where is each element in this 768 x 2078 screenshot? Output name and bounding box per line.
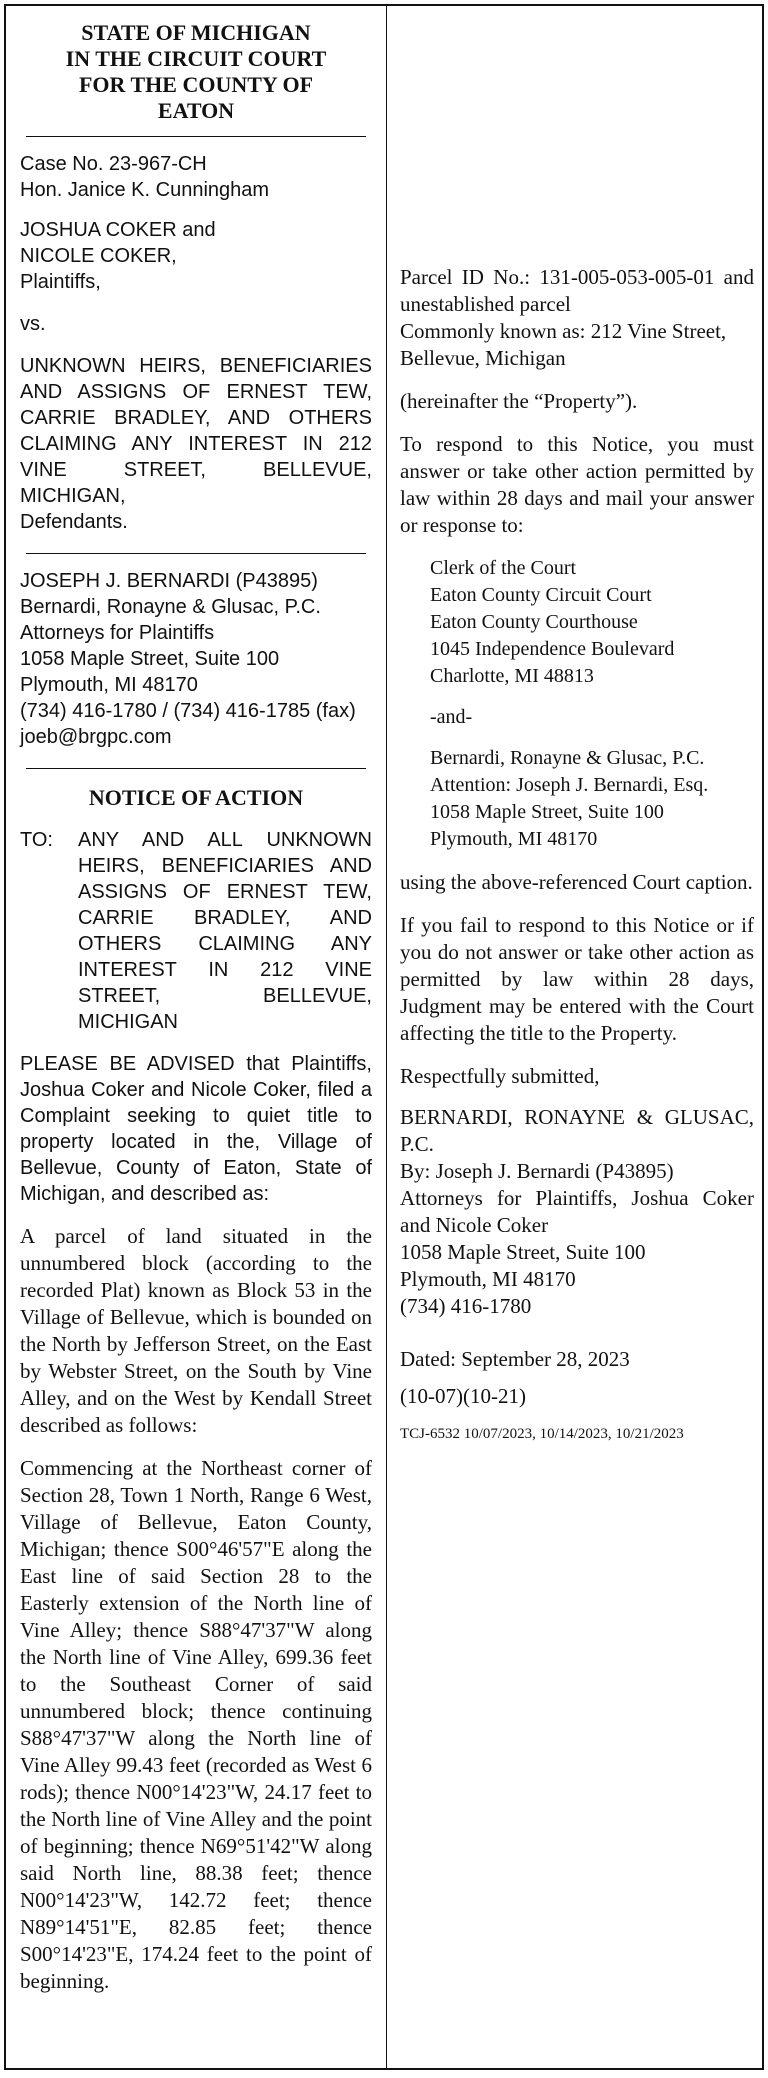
firm-address: Bernardi, Ronayne & Glusac, P.C. Attention: Joseph J. Bernardi, Esq. 1058 Maple Street, Suite 100 Plymouth, MI 48170 [430, 747, 709, 850]
parcel-id: Parcel ID No.: 131-005-053-005-01 and unestablished parcel [400, 265, 754, 316]
attorney-role: Attorneys for Plaintiffs [20, 622, 215, 644]
clerk-address: Clerk of the Court Eaton County Circuit Court Eaton County Courthouse 1045 Independence Boulevard Charlotte, MI 48813 [430, 557, 675, 687]
signature-block [400, 1104, 754, 1320]
legal-description [20, 1455, 372, 1995]
case-info [20, 151, 372, 203]
court-title: STATE OF MICHIGAN IN THE CIRCUIT COURT FOR THE COUNTY OF EATON [65, 20, 327, 123]
to-label: TO: [20, 829, 53, 851]
column-divider [386, 6, 387, 2068]
divider [26, 553, 366, 554]
dated: Dated: September 28, 2023 [400, 1347, 630, 1371]
signature-role: Attorneys for Plaintiffs, Joshua Coker and Nicole Coker [400, 1186, 754, 1237]
and-separator: -and- [430, 706, 473, 728]
signature-phone: (734) 416-1780 [400, 1294, 532, 1318]
legal-description-text: Commencing at the Northeast corner of Section 28, Town 1 North, Range 6 West, Village of Bellevue, Eaton County, Michigan; thence S00°46'57"E along the East line of said Section 28 to the Easterly extension of the North line of Vine Alley; thence S88°47'37"W along the North line of Vine Alley, 699.36 feet to the Southeast Corner of said unnumbered block; thence continuing S88°47'37"W along the North line of Vine Alley 99.43 feet (recorded as West 6 rods); thence N00°14'23"W, 24.17 feet to the North line of Vine Alley and the point of beginning; thence N69°51'42"W along said North line, 88.38 feet; thence N00°14'23"W, 142.72 feet; thence N89°14'51"E, 82.85 feet; thence S00°14'23"E, 174.24 feet to the point of beginning. [20, 1456, 372, 1993]
parcel-paragraph: A parcel of land situated in the unnumbered block (according to the recorded Plat) known as Block 53 in the Village of Bellevue, which is bounded on the North by Jefferson Street, on the East by Webster Street, on the South by Vine Alley, and on the West by Kendall Street described as follows: [20, 1224, 372, 1437]
judge-name: Hon. Janice K. Cunningham [20, 179, 270, 201]
attorney-firm: Bernardi, Ronayne & Glusac, P.C. [20, 596, 321, 618]
notice-heading: NOTICE OF ACTION [88, 785, 304, 810]
signature-address-2: Plymouth, MI 48170 [400, 1267, 576, 1291]
versus: vs. [20, 313, 46, 335]
advised-paragraph: PLEASE BE ADVISED that Plaintiffs, Joshua Coker and Nicole Coker, filed a Complaint seeking to quiet title to property located in the, Village of Bellevue, County of Eaton, State of Michigan, and described as: [20, 1053, 372, 1205]
legal-notice-page [4, 4, 764, 2070]
respectfully-submitted: Respectfully submitted, [400, 1064, 600, 1088]
divider [26, 136, 366, 137]
attorney-phone: (734) 416-1780 / (734) 416-1785 (fax) [20, 700, 356, 722]
defendants: UNKNOWN HEIRS, BENEFICIARIES AND ASSIGNS OF ERNEST TEW, CARRIE BRADLEY, AND OTHERS CLAIMING ANY INTEREST IN 212 VINE STREET, BELLEVUE, MICHIGAN, [20, 355, 372, 507]
known-as: Commonly known as: 212 Vine Street, Bellevue, Michigan [400, 319, 727, 370]
attorney-block [20, 568, 372, 750]
signature-firm: BERNARDI, RONAYNE & GLUSAC, P.C. [400, 1105, 754, 1156]
respond-paragraph: To respond to this Notice, you must answer or take other action permitted by law within 28 days and mail your answer or response to: [400, 432, 754, 537]
publication-code: TCJ-6532 10/07/2023, 10/14/2023, 10/21/2023 [400, 1426, 684, 1442]
hereinafter: (hereinafter the “Property”). [400, 389, 638, 413]
case-number: Case No. 23-967-CH [20, 153, 207, 175]
attorney-name: JOSEPH J. BERNARDI (P43895) [20, 570, 318, 592]
attorney-address-1: 1058 Maple Street, Suite 100 [20, 648, 280, 670]
to-text: ANY AND ALL UNKNOWN HEIRS, BENEFICIARIES AND ASSIGNS OF ERNEST TEW, CARRIE BRADLEY, AND OTHERS CLAIMING ANY INTEREST IN 212 VINE STREET, BELLEVUE, MICHIGAN [78, 829, 372, 1033]
notice-recipients [20, 827, 372, 1035]
signature-by: By: Joseph J. Bernardi (P43895) [400, 1159, 674, 1183]
run-dates: (10-07)(10-21) [400, 1384, 526, 1408]
plaintiffs: JOSHUA COKER and NICOLE COKER, Plaintiffs, [20, 219, 216, 293]
right-column [400, 16, 754, 2060]
using-caption: using the above-referenced Court caption. [400, 870, 753, 894]
signature-address-1: 1058 Maple Street, Suite 100 [400, 1240, 646, 1264]
defendants-label: Defendants. [20, 511, 128, 533]
left-column [20, 16, 372, 2060]
fail-paragraph: If you fail to respond to this Notice or if you do not answer or take other action as permitted by law within 28 days, Judgment may be entered with the Court affecting the title to the Property. [400, 913, 754, 1045]
attorney-address-2: Plymouth, MI 48170 [20, 674, 198, 696]
divider [26, 768, 366, 769]
attorney-email: joeb@brgpc.com [20, 726, 172, 748]
